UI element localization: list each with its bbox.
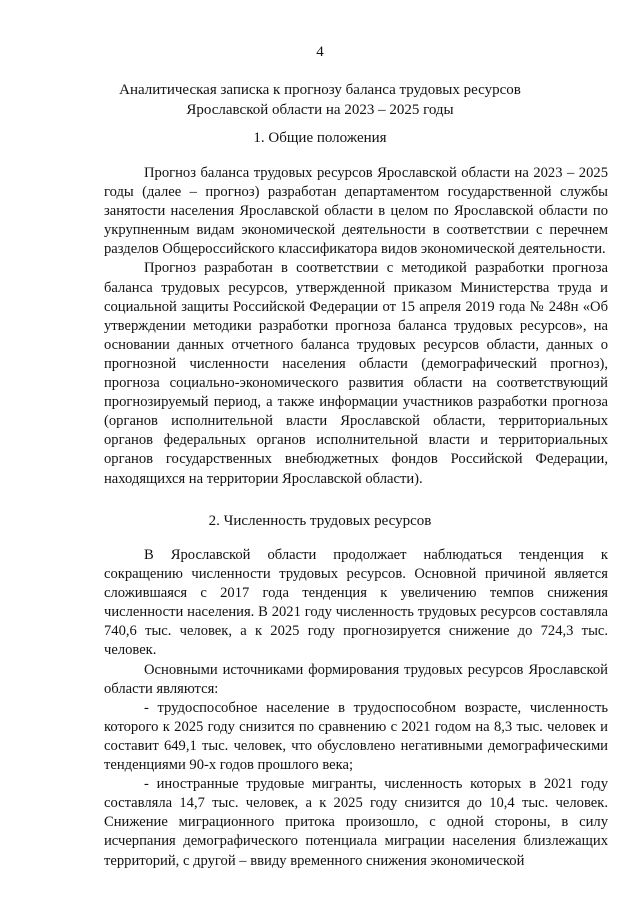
- page-number: 4: [316, 44, 324, 60]
- section-2-body: [104, 546, 608, 871]
- section-2-heading: 2. Численность трудовых ресурсов: [208, 513, 432, 529]
- document-title: Аналитическая записка к прогнозу баланса трудовых ресурсов Ярославской области на 2023 – 2025 годы: [119, 82, 521, 118]
- paragraph: В Ярославской области продолжает наблюдаться тенденция к сокращению численности трудовых ресурсов. Основной причиной является сложившаяся с 2017 года тенденция к увеличению темпов снижения численности населения. В 2021 году численность трудовых ресурсов составляла 740,6 тыс. человек, а к 2025 году прогнозируется снижение до 724,3 тыс. человек.: [104, 547, 608, 659]
- section-1-body: [104, 164, 608, 489]
- paragraph: Основными источниками формирования трудовых ресурсов Ярославской области являются:: [104, 661, 608, 697]
- paragraph: Прогноз баланса трудовых ресурсов Ярославской области на 2023 – 2025 годы (далее – прогноз) разработан департаментом государственной службы занятости населения Ярославской области в целом по Ярославской области по укрупненным видам экономической деятельности в соответствии с перечнем разделов Общероссийского классификатора видов экономической деятельности.: [104, 165, 608, 258]
- list-item: - трудоспособное население в трудоспособном возрасте, численность которого к 2025 году снизится по сравнению с 2021 годом на 8,3 тыс. человек и составит 649,1 тыс. человек, что обусловлено негативными демографическими тенденциями 90-х годов прошлого века;: [104, 699, 608, 774]
- section-1-heading: 1. Общие положения: [253, 130, 387, 146]
- paragraph: Прогноз разработан в соответствии с методикой разработки прогноза баланса трудовых ресурсов, утвержденной приказом Министерства труда и социальной защиты Российской Федерации от 15 апреля 2019 года № 248н «Об утверждении методики разработки прогноза баланса трудовых ресурсов», на основании данных отчетного баланса трудовых ресурсов области, данных о прогнозной численности населения области (демографический прогноз), прогноза социально-экономического развития области на соответствующий прогнозируемый период, а также информации участников разработки прогноза (органов исполнительной власти Ярославской области, территориальных органов федеральных органов исполнительной власти и территориальных органов государственных внебюджетных фондов Российской Федерации, находящихся на территории Ярославской области).: [104, 260, 608, 487]
- list-item: - иностранные трудовые мигранты, численность которых в 2021 году составляла 14,7 тыс. человек, а к 2025 году снизится до 10,4 тыс. человек. Снижение миграционного притока произошло, с одной стороны, в силу исчерпания демографического потенциала миграции населения близлежащих территорий, с другой – ввиду временного снижения экономической: [104, 776, 608, 869]
